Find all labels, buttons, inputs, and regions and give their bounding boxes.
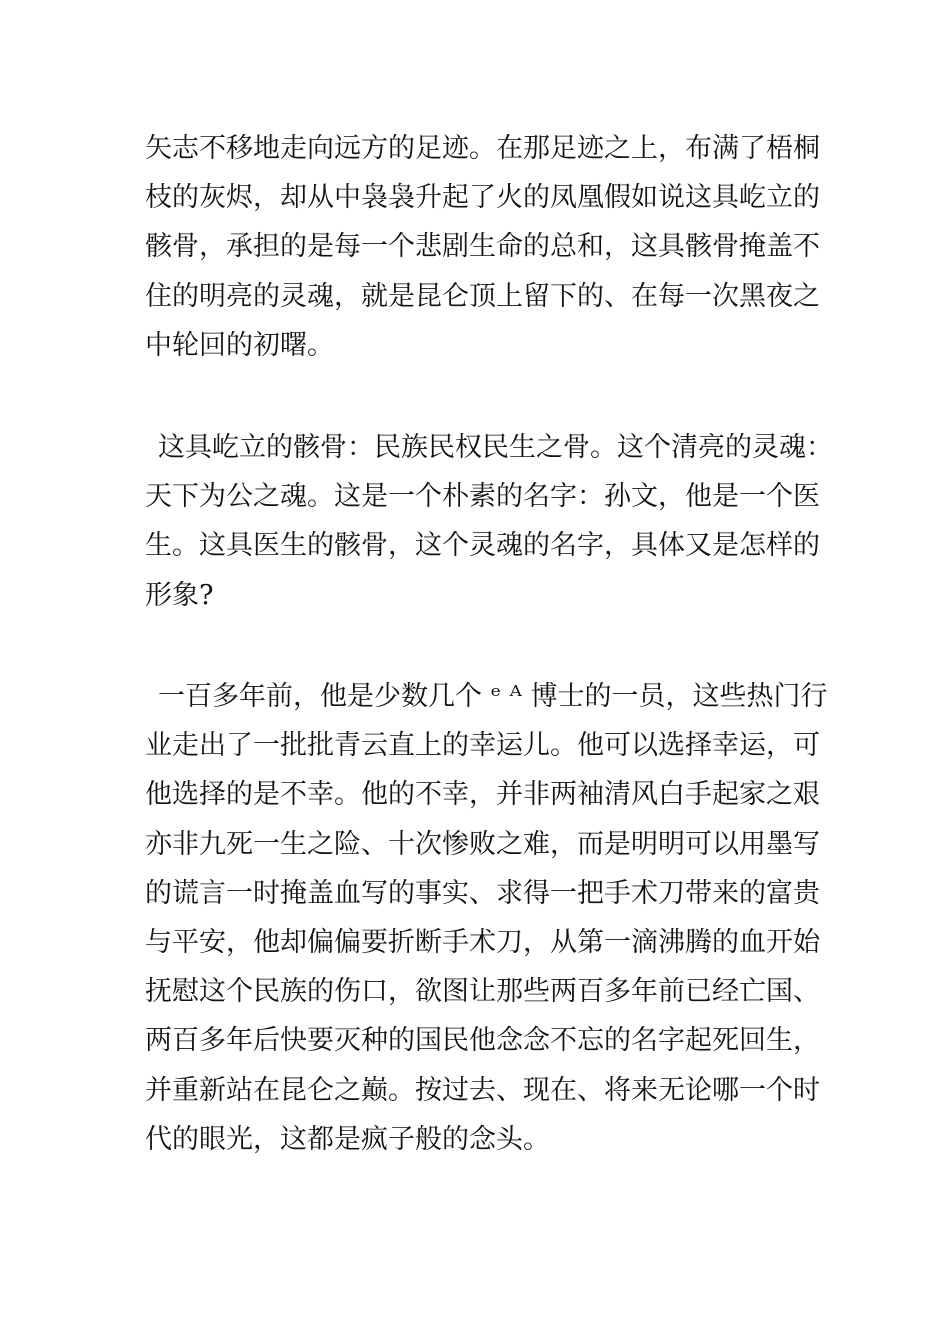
paragraph-line: 形象? xyxy=(145,579,214,611)
paragraph-1 xyxy=(145,124,820,370)
paragraph-line: 的谎言一时掩盖血写的事实、求得一把手术刀带来的富贵 xyxy=(145,877,820,909)
paragraph-line: 抚慰这个民族的伤口，欲图让那些两百多年前已经亡国、 xyxy=(145,976,820,1008)
paragraph-line: 生。这具医生的骸骨，这个灵魂的名字，具体又是怎样的 xyxy=(145,530,820,562)
paragraph-line: 两百多年后快要灭种的国民他念念不忘的名字起死回生， xyxy=(145,1025,820,1057)
paragraph-line: 天下为公之魂。这是一个朴素的名字：孙文，他是一个医 xyxy=(145,481,820,513)
paragraph-line: 矢志不移地走向远方的足迹。在那足迹之上，布满了梧桐 xyxy=(145,133,820,164)
paragraph-line: 代的眼光，这都是疯子般的念头。 xyxy=(145,1123,550,1155)
paragraph-line: 中轮回的初曙。 xyxy=(145,329,334,361)
paragraph-line: 他选择的是不幸。他的不幸，并非两袖清风白手起家之艰 xyxy=(145,779,820,811)
paragraph-line: 一百多年前，他是少数几个 ᵉ ᴬ 博士的一员，这些热门行 xyxy=(158,681,828,712)
paragraph-line: 这具屹立的骸骨：民族民权民生之骨。这个清亮的灵魂： xyxy=(158,432,833,463)
paragraph-line: 亦非九死一生之险、十次惨败之难，而是明明可以用墨写 xyxy=(145,828,820,860)
paragraph-line: 并重新站在昆仑之巅。按过去、现在、将来无论哪一个时 xyxy=(145,1074,820,1106)
paragraph-2 xyxy=(145,423,833,620)
paragraph-line: 与平安，他却偏偏要折断手术刀，从第一滴沸腾的血开始 xyxy=(145,926,820,958)
paragraph-line: 骸骨，承担的是每一个悲剧生命的总和，这具骸骨掩盖不 xyxy=(145,231,820,263)
paragraph-3 xyxy=(145,672,828,1164)
paragraph-line: 住的明亮的灵魂，就是昆仑顶上留下的、在每一次黑夜之 xyxy=(145,280,820,312)
paragraph-line: 枝的灰烬，却从中袅袅升起了火的凤凰假如说这具屹立的 xyxy=(145,182,820,214)
paragraph-line: 业走出了一批批青云直上的幸运儿。他可以选择幸运，可 xyxy=(145,730,820,762)
